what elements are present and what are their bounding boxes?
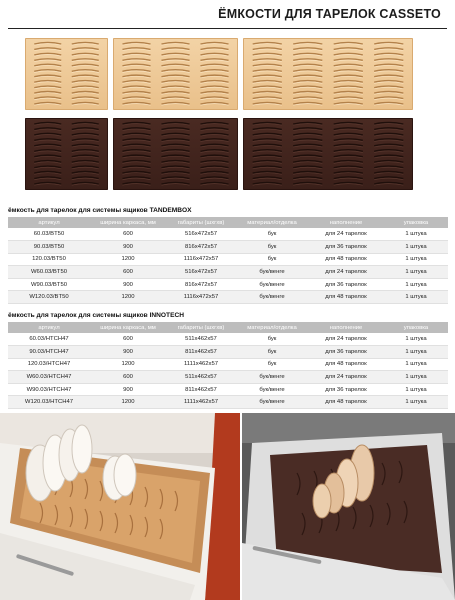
- table-row: [8, 241, 448, 254]
- col-packaging: упаковка: [384, 217, 448, 228]
- tray-beech-900: [113, 38, 238, 110]
- cell-article: W120.03/BT50: [8, 291, 90, 304]
- cell-material: бук: [236, 333, 308, 346]
- page-header: [0, 0, 455, 30]
- cell-width: 600: [90, 333, 166, 346]
- cell-width: 600: [90, 266, 166, 279]
- table-row: [8, 253, 448, 266]
- cell-article: W90.03/BT50: [8, 278, 90, 291]
- cell-article: W60.03/HTCH47: [8, 371, 90, 384]
- cell-dimensions: 1116x472x57: [166, 291, 236, 304]
- tandembox-header-row: [8, 217, 448, 228]
- cell-filling: для 24 тарелок: [308, 228, 384, 241]
- cell-dimensions: 516x472x57: [166, 228, 236, 241]
- table-row: [8, 383, 448, 396]
- cell-width: 1200: [90, 358, 166, 371]
- photo-wenge-drawer-illustration: [242, 413, 455, 600]
- cell-filling: для 36 тарелок: [308, 346, 384, 359]
- cell-filling: для 24 тарелок: [308, 266, 384, 279]
- header-rule: [8, 28, 447, 29]
- cell-filling: для 48 тарелок: [308, 291, 384, 304]
- photo-beech-drawer: [0, 413, 240, 600]
- cell-packaging: 1 штука: [384, 241, 448, 254]
- cell-width: 600: [90, 371, 166, 384]
- cell-material: бук/венге: [236, 278, 308, 291]
- cell-width: 900: [90, 346, 166, 359]
- cell-material: бук/венге: [236, 291, 308, 304]
- col-width: ширина каркаса, мм: [90, 322, 166, 333]
- cell-dimensions: 511x462x57: [166, 333, 236, 346]
- table-row: [8, 291, 448, 304]
- cell-packaging: 1 штука: [384, 358, 448, 371]
- col-filling: наполнение: [308, 217, 384, 228]
- col-packaging: упаковка: [384, 322, 448, 333]
- cell-width: 1200: [90, 396, 166, 409]
- tray-slot-pattern: [113, 118, 238, 190]
- col-material: материал/отделка: [236, 322, 308, 333]
- col-width: ширина каркаса, мм: [90, 217, 166, 228]
- cell-width: 900: [90, 278, 166, 291]
- tray-beech-600: [25, 38, 108, 110]
- cell-filling: для 36 тарелок: [308, 278, 384, 291]
- cell-article: 90.03/BT50: [8, 241, 90, 254]
- tray-beech-1200: [243, 38, 413, 110]
- cell-material: бук/венге: [236, 371, 308, 384]
- cell-material: бук/венге: [236, 396, 308, 409]
- cell-packaging: 1 штука: [384, 371, 448, 384]
- col-article: артикул: [8, 322, 90, 333]
- cell-material: бук: [236, 253, 308, 266]
- cell-packaging: 1 штука: [384, 346, 448, 359]
- cell-dimensions: 1116x472x57: [166, 253, 236, 266]
- table-row: [8, 346, 448, 359]
- cell-article: 120.03/BT50: [8, 253, 90, 266]
- cell-dimensions: 1111x462x57: [166, 396, 236, 409]
- cell-filling: для 48 тарелок: [308, 396, 384, 409]
- tray-slot-pattern: [113, 38, 238, 110]
- cell-filling: для 24 тарелок: [308, 333, 384, 346]
- cell-dimensions: 516x472x57: [166, 266, 236, 279]
- cell-dimensions: 816x472x57: [166, 278, 236, 291]
- innotech-header-row: [8, 322, 448, 333]
- cell-dimensions: 1111x462x57: [166, 358, 236, 371]
- tray-wenge-1200: [243, 118, 413, 190]
- tray-wenge-900: [113, 118, 238, 190]
- cell-packaging: 1 штука: [384, 278, 448, 291]
- tray-slot-pattern: [25, 118, 108, 190]
- cell-article: W120.03/HTCH47: [8, 396, 90, 409]
- cell-material: бук: [236, 241, 308, 254]
- tray-slot-pattern: [25, 38, 108, 110]
- cell-dimensions: 811x462x57: [166, 346, 236, 359]
- cell-packaging: 1 штука: [384, 253, 448, 266]
- cell-article: W60.03/BT50: [8, 266, 90, 279]
- cell-packaging: 1 штука: [384, 383, 448, 396]
- cell-filling: для 48 тарелок: [308, 253, 384, 266]
- col-dimensions: габариты (шхгхв): [166, 217, 236, 228]
- cell-article: 120.03/HTCH47: [8, 358, 90, 371]
- col-dimensions: габариты (шхгхв): [166, 322, 236, 333]
- cell-article: W90.03/HTCH47: [8, 383, 90, 396]
- photo-wenge-drawer: [242, 413, 455, 600]
- innotech-title: ёмкость для тарелок для системы ящиков INNOTECH: [8, 312, 185, 319]
- table-row: [8, 228, 448, 241]
- cell-filling: для 48 тарелок: [308, 358, 384, 371]
- cell-width: 900: [90, 241, 166, 254]
- tray-wenge-600: [25, 118, 108, 190]
- cell-dimensions: 511x462x57: [166, 371, 236, 384]
- cell-packaging: 1 штука: [384, 396, 448, 409]
- col-filling: наполнение: [308, 322, 384, 333]
- tray-slot-pattern: [243, 38, 413, 110]
- cell-article: 90.03/HTCH47: [8, 346, 90, 359]
- cell-filling: для 36 тарелок: [308, 241, 384, 254]
- cell-packaging: 1 штука: [384, 266, 448, 279]
- table-row: [8, 278, 448, 291]
- cell-packaging: 1 штука: [384, 291, 448, 304]
- cell-width: 1200: [90, 291, 166, 304]
- table-row: [8, 371, 448, 384]
- tray-slot-pattern: [243, 118, 413, 190]
- cell-filling: для 24 тарелок: [308, 371, 384, 384]
- cell-material: бук: [236, 346, 308, 359]
- cell-article: 60.03/HTCH47: [8, 333, 90, 346]
- table-row: [8, 396, 448, 409]
- photo-beech-drawer-illustration: [0, 413, 240, 600]
- table-row: [8, 266, 448, 279]
- col-article: артикул: [8, 217, 90, 228]
- cell-width: 900: [90, 383, 166, 396]
- table-row: [8, 358, 448, 371]
- cell-dimensions: 811x462x57: [166, 383, 236, 396]
- page-title: ЁМКОСТИ ДЛЯ ТАРЕЛОК CASSETO: [218, 7, 441, 21]
- table-row: [8, 333, 448, 346]
- tandembox-title: ёмкость для тарелок для системы ящиков TANDEMBOX: [8, 207, 192, 214]
- cell-material: бук/венге: [236, 383, 308, 396]
- cell-width: 1200: [90, 253, 166, 266]
- cell-width: 600: [90, 228, 166, 241]
- cell-packaging: 1 штука: [384, 333, 448, 346]
- cell-packaging: 1 штука: [384, 228, 448, 241]
- cell-article: 60.03/BT50: [8, 228, 90, 241]
- col-material: материал/отделка: [236, 217, 308, 228]
- cell-material: бук/венге: [236, 266, 308, 279]
- cell-filling: для 36 тарелок: [308, 383, 384, 396]
- cell-dimensions: 816x472x57: [166, 241, 236, 254]
- cell-material: бук: [236, 358, 308, 371]
- tandembox-table: [8, 217, 448, 304]
- innotech-table: [8, 322, 448, 409]
- cell-material: бук: [236, 228, 308, 241]
